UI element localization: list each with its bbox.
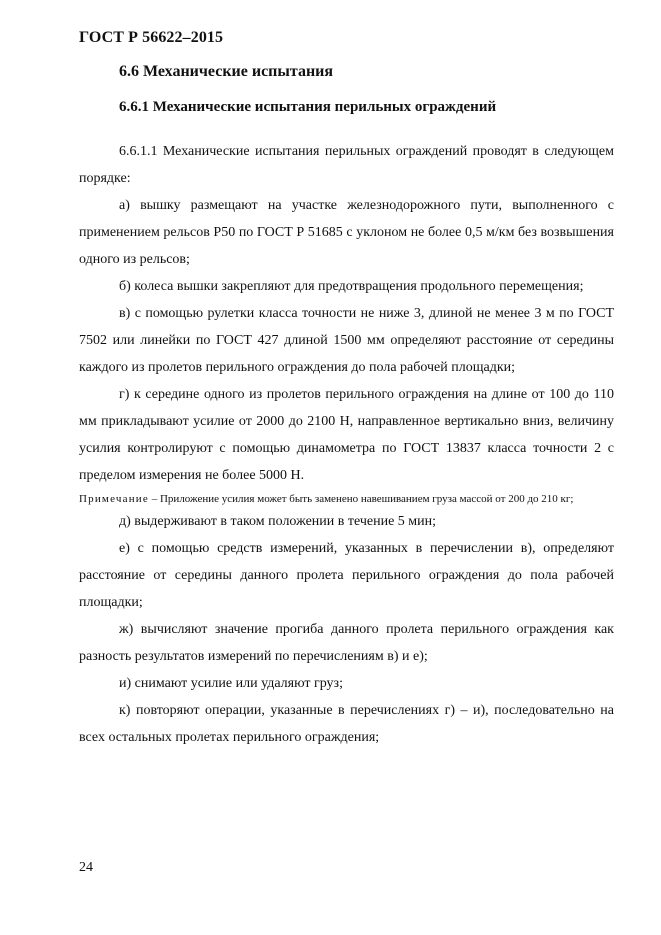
list-item-i: и) снимают усилие или удаляют груз; — [119, 676, 343, 691]
list-item-b: б) колеса вышки закрепляют для предотвращения продольного перемещения; — [119, 279, 584, 294]
list-item-k: к) повторяют операции, указанные в перечислениях г) – и), последовательно на всех остальных пролетах перильного ограждения; — [79, 703, 614, 745]
list-item-d: д) выдерживают в таком положении в течение 5 мин; — [119, 514, 437, 529]
list-item-v: в) с помощью рулетки класса точности не ниже 3, длиной не менее 3 м по ГОСТ 7502 или линейки по ГОСТ 427 длиной 1500 мм определяют расстояние от середины каждого из пролетов перильного ограждения до пола рабочей площадки; — [79, 306, 614, 375]
list-item-zh: ж) вычисляют значение прогиба данного пролета перильного ограждения как разность результатов измерений по перечислениям в) и е); — [79, 622, 614, 664]
note — [79, 491, 614, 508]
list-item-g: г) к середине одного из пролетов перильного ограждения на длине от 100 до 110 мм прикладывают усилие от 2000 до 2100 Н, направленное вертикально вниз, величину усилия контролируют с помощью динамометра по ГОСТ 13837 класса точности 2 с пределом измерения не более 5000 Н. — [79, 387, 614, 483]
document-code-header: ГОСТ Р 56622–2015 — [79, 29, 224, 46]
note-text: – Приложение усилия может быть заменено навешиванием груза массой от 200 до 210 кг; — [148, 493, 574, 505]
page-number: 24 — [79, 860, 93, 875]
list-item-a: а) вышку размещают на участке железнодорожного пути, выполненного с применением рельсов Р50 по ГОСТ Р 51685 с уклоном не более 0,5 м/км без возвышения одного из рельсов; — [79, 198, 614, 267]
body-text — [79, 138, 614, 751]
section-heading: 6.6 Механические испытания — [119, 63, 334, 80]
paragraph-intro: 6.6.1.1 Механические испытания перильных ограждений проводят в следующем порядке: — [79, 144, 614, 186]
list-item-e: е) с помощью средств измерений, указанных в перечислении в), определяют расстояние от середины данного пролета перильного ограждения до пола рабочей площадки; — [79, 541, 614, 610]
subsection-heading: 6.6.1 Механические испытания перильных ограждений — [119, 99, 497, 115]
note-label: Примечание — [79, 493, 149, 505]
